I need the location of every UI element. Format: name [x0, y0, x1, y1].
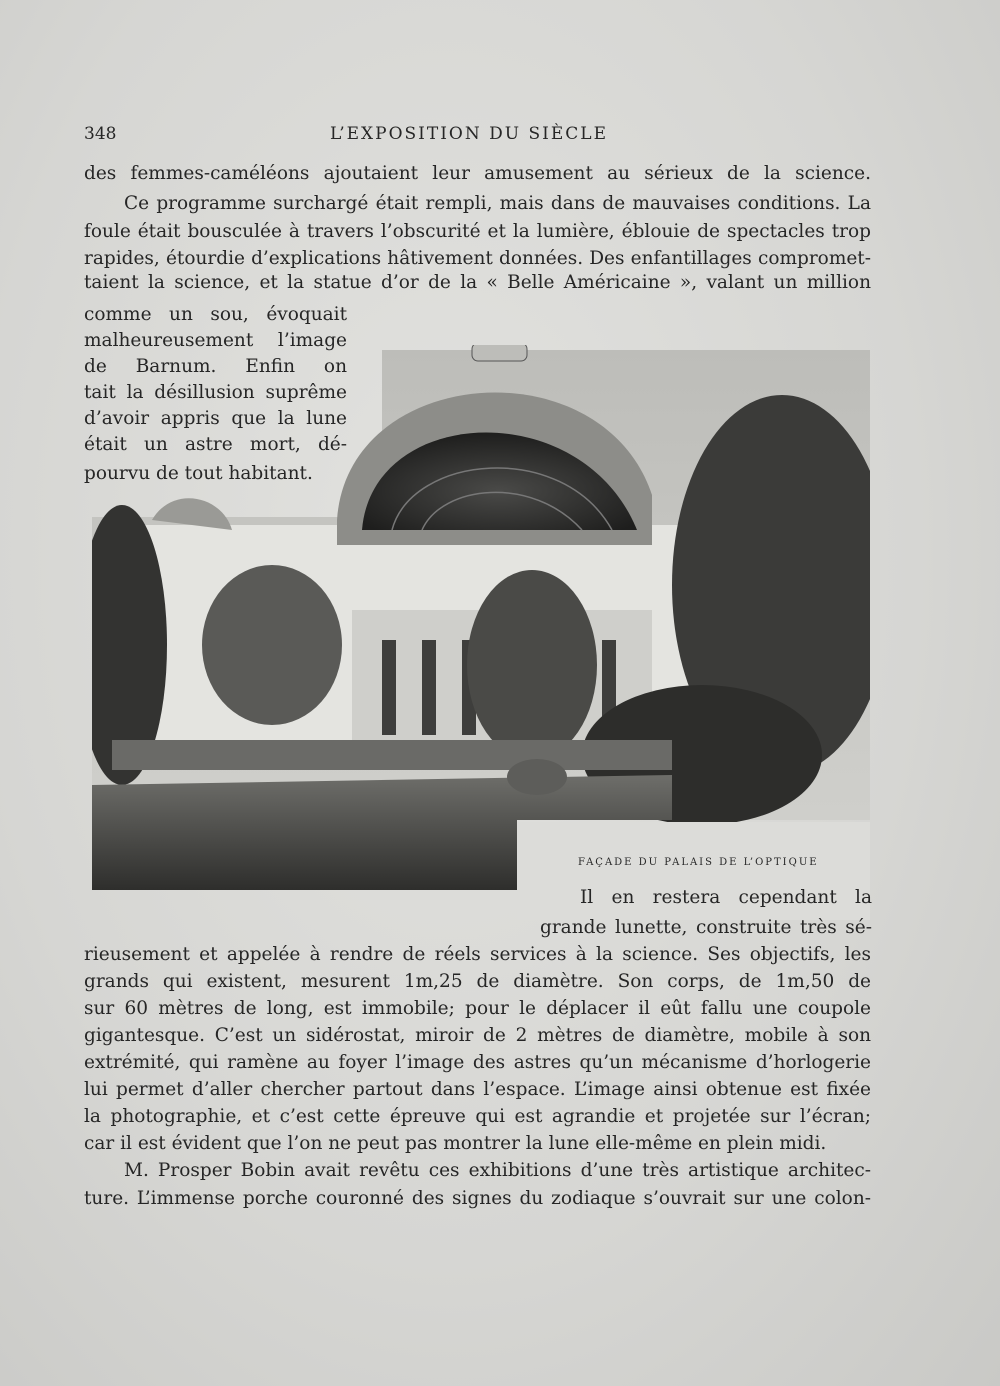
text-line: grands qui existent, mesurent 1m,25 de diamètre. Son corps, de 1m,50 de: [84, 971, 871, 992]
text-line: malheureusement l’image: [84, 330, 347, 351]
text-line: taient la science, et la statue d’or de la « Belle Américaine », valant un million: [84, 272, 871, 293]
page-number: 348: [84, 124, 117, 144]
text-line: de Barnum. Enfin on: [84, 356, 347, 377]
text-line: d’avoir appris que la lune: [84, 408, 347, 429]
text-line: Ce programme surchargé était rempli, mais dans de mauvaises conditions. La: [124, 193, 871, 214]
text-line: extrémité, qui ramène au foyer l’image des astres qu’un mécanisme d’horlogerie: [84, 1052, 871, 1073]
running-title: L’EXPOSITION DU SIÈCLE: [330, 124, 608, 144]
text-line: sur 60 mètres de long, est immobile; pour le déplacer il eût fallu une coupole: [84, 998, 871, 1019]
text-line: Il en restera cependant la: [580, 887, 872, 908]
text-line: foule était bousculée à travers l’obscurité et la lumière, éblouie de spectacles trop: [84, 221, 871, 242]
text-line: comme un sou, évoquait: [84, 304, 347, 325]
text-line: lui permet d’aller chercher partout dans l’espace. L’image ainsi obtenue est fixée: [84, 1079, 871, 1100]
text-line: des femmes-caméléons ajoutaient leur amusement au sérieux de la science.: [84, 163, 871, 184]
text-line: ture. L’immense porche couronné des signes du zodiaque s’ouvrait sur une colon-: [84, 1188, 871, 1209]
text-line: rapides, étourdie d’explications hâtivement données. Des enfantillages compromet-: [84, 248, 871, 269]
text-line: grande lunette, construite très sé-: [540, 917, 872, 938]
text-line: la photographie, et c’est cette épreuve qui est agrandie et projetée sur l’écran;: [84, 1106, 871, 1127]
text-line: était un astre mort, dé-: [84, 434, 347, 455]
text-line: gigantesque. C’est un sidérostat, miroir de 2 mètres de diamètre, mobile à son: [84, 1025, 871, 1046]
facade-illustration: [92, 345, 870, 920]
text-line: car il est évident que l’on ne peut pas montrer la lune elle-même en plein midi.: [84, 1133, 827, 1154]
text-line: M. Prosper Bobin avait revêtu ces exhibitions d’une très artistique architec-: [124, 1160, 871, 1181]
text-line: pourvu de tout habitant.: [84, 463, 313, 484]
text-line: tait la désillusion suprême: [84, 382, 347, 403]
figure-caption: FAÇADE DU PALAIS DE L’OPTIQUE: [578, 857, 819, 868]
text-line: rieusement et appelée à rendre de réels services à la science. Ses objectifs, les: [84, 944, 871, 965]
